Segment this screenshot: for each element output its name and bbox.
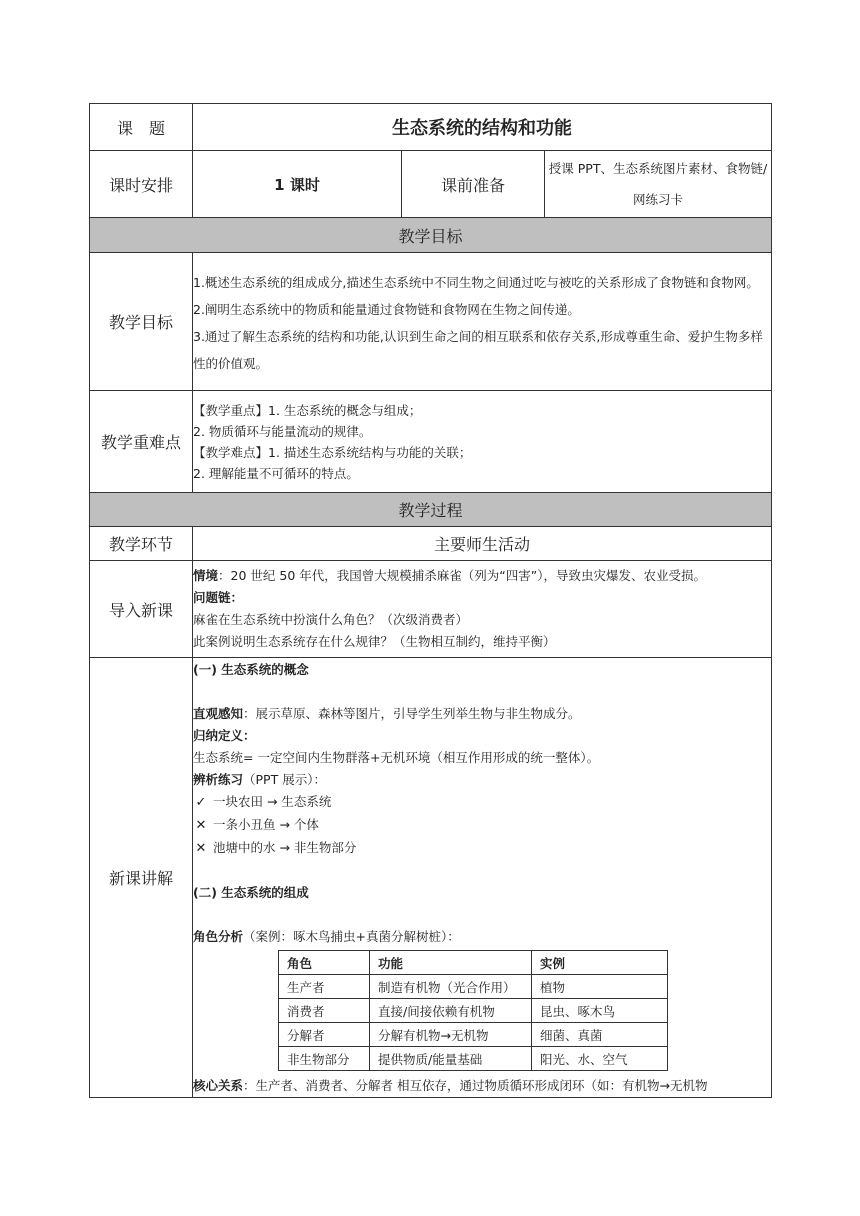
table-cell: 消费者 <box>279 999 370 1023</box>
process-section-title: 教学过程 <box>90 493 772 527</box>
check-item-text: 池塘中的水 → 非生物部分 <box>213 840 357 855</box>
check-item-text: 一条小丑鱼 → 个体 <box>213 817 319 832</box>
core-label: 核心关系 <box>193 1078 244 1093</box>
lesson-label: 新课讲解 <box>90 658 193 1098</box>
goals-content <box>193 253 772 391</box>
goal-item: 1.概述生态系统的组成成分,描述生态系统中不同生物之间通过吃与被吃的关系形成了食物链和食物网。 <box>193 274 759 290</box>
table-cell: 直接/间接依赖有机物 <box>370 999 532 1023</box>
role-label: 角色分析 <box>193 929 244 944</box>
goals-section-title: 教学目标 <box>90 218 772 253</box>
question-2: 此案例说明生态系统存在什么规律？（生物相互制约，维持平衡） <box>193 634 556 649</box>
goals-section-row <box>90 218 772 253</box>
lesson-plan-table <box>89 103 772 1098</box>
table-cell: 生产者 <box>279 975 370 999</box>
table-cell: 细菌、真菌 <box>532 1023 668 1047</box>
part2-title: (二) 生态系统的组成 <box>193 885 309 900</box>
cross-icon: ✕ <box>195 818 207 833</box>
scenario-text: ：20 世纪 50 年代，我国曾大规模捕杀麻雀（列为“四害”），导致虫灾爆发、农业受损。 <box>218 568 706 583</box>
key-points-content <box>193 391 772 493</box>
prep-label: 课前准备 <box>402 151 545 218</box>
perception-label: 直观感知 <box>193 706 244 721</box>
key-point-line: 【教学难点】1. 描述生态系统结构与功能的关联； <box>193 444 472 460</box>
define-colon: ： <box>243 728 256 743</box>
practice-line <box>193 769 771 791</box>
lesson-plan <box>89 103 771 1098</box>
check-item <box>193 837 771 860</box>
hours-value: 1 课时 <box>193 151 402 218</box>
perception-line <box>193 703 771 725</box>
roles-table <box>278 950 668 1071</box>
key-point-line: 2. 理解能量不可循环的特点。 <box>193 465 359 481</box>
key-point-line: 2. 物质循环与能量流动的规律。 <box>193 423 372 439</box>
process-header-row <box>90 527 772 561</box>
intro-label: 导入新课 <box>90 561 193 658</box>
core-line <box>193 1075 771 1097</box>
scenario-line <box>193 565 771 587</box>
role-text: （案例：啄木鸟捕虫+真菌分解树桩）： <box>243 929 460 944</box>
topic-row <box>90 104 772 151</box>
key-points-label: 教学重难点 <box>90 391 193 493</box>
lesson-title: 生态系统的结构和功能 <box>193 104 772 151</box>
goals-label: 教学目标 <box>90 253 193 391</box>
roles-header-cell: 功能 <box>370 951 532 975</box>
table-row <box>279 1023 668 1047</box>
table-row <box>279 975 668 999</box>
prep-value: 授课 PPT、生态系统图片素材、食物链/网练习卡 <box>545 151 772 218</box>
table-cell: 阳光、水、空气 <box>532 1047 668 1071</box>
perception-text: ：展示草原、森林等图片，引导学生列举生物与非生物成分。 <box>243 706 581 721</box>
table-cell: 植物 <box>532 975 668 999</box>
table-row <box>279 1047 668 1071</box>
table-cell: 提供物质/能量基础 <box>370 1047 532 1071</box>
intro-row <box>90 561 772 658</box>
table-cell: 分解者 <box>279 1023 370 1047</box>
scenario-label: 情境 <box>193 568 219 583</box>
hours-label: 课时安排 <box>90 151 193 218</box>
table-cell: 昆虫、啄木鸟 <box>532 999 668 1023</box>
schedule-row <box>90 151 772 218</box>
table-cell: 非生物部分 <box>279 1047 370 1071</box>
check-icon: ✓ <box>195 795 207 810</box>
question-chain-heading <box>193 587 771 609</box>
goal-item: 2.阐明生态系统中的物质和能量通过食物链和食物网在生物之间传递。 <box>193 301 580 317</box>
practice-text: （PPT 展示）： <box>243 772 326 787</box>
topic-label: 课 题 <box>90 104 193 151</box>
stage-header: 教学环节 <box>90 527 193 561</box>
process-section-row <box>90 493 772 527</box>
goal-item: 3.通过了解生态系统的结构和功能,认识到生命之间的相互联系和依存关系,形成尊重生命、爱护生物多样性的价值观。 <box>193 328 763 371</box>
roles-table-header <box>279 951 668 975</box>
chain-label: 问题链 <box>193 590 231 605</box>
part1-title: (一) 生态系统的概念 <box>193 662 309 677</box>
define-heading <box>193 725 771 747</box>
cross-icon: ✕ <box>195 841 207 856</box>
table-cell: 制造有机物（光合作用） <box>370 975 532 999</box>
roles-header-cell: 实例 <box>532 951 668 975</box>
question-1: 麻雀在生态系统中扮演什么角色？（次级消费者） <box>193 612 469 627</box>
check-item <box>193 814 771 837</box>
chain-colon: ： <box>230 590 244 605</box>
core-text: ：生产者、消费者、分解者 相互依存，通过物质循环形成闭环（如：有机物→无机物 <box>243 1078 708 1093</box>
intro-content <box>193 561 772 658</box>
roles-header-cell: 角色 <box>279 951 370 975</box>
check-item-text: 一块农田 → 生态系统 <box>213 794 332 809</box>
define-text: 生态系统= 一定空间内生物群落+无机环境（相互作用形成的统一整体）。 <box>193 750 600 765</box>
lesson-content <box>193 658 772 1098</box>
key-point-line: 【教学重点】1. 生态系统的概念与组成； <box>193 402 422 418</box>
key-points-row <box>90 391 772 493</box>
define-label: 归纳定义 <box>193 728 244 743</box>
table-cell: 分解有机物→无机物 <box>370 1023 532 1047</box>
activity-header: 主要师生活动 <box>193 527 772 561</box>
goals-row <box>90 253 772 391</box>
practice-label: 辨析练习 <box>193 772 244 787</box>
check-item <box>193 791 771 814</box>
role-line <box>193 926 771 948</box>
table-row <box>279 999 668 1023</box>
lesson-row <box>90 658 772 1098</box>
